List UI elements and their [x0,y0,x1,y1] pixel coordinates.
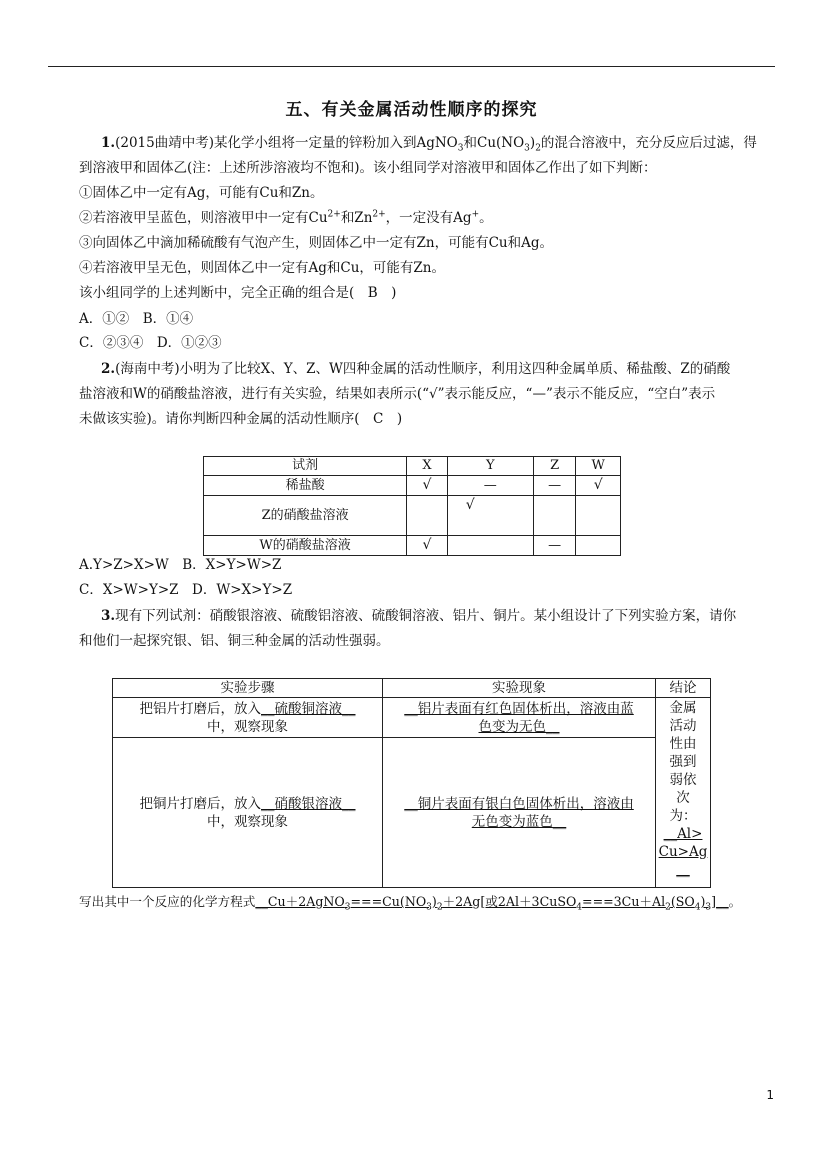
table-cell [576,536,621,556]
table-row [113,698,711,738]
q2-options-ab: A.Y>Z>X>W B．X>Y>W>Z [79,557,282,573]
table-header: X [407,457,448,476]
table-cell: — [447,476,533,496]
q1-statement-4: ④若溶液甲呈无色，则固体乙中一定有Ag和Cu，可能有Zn。 [79,260,445,276]
q2-options-cd: C．X>W>Y>Z D．W>X>Y>Z [79,582,293,598]
answer-blank: 无色变为蓝色__ [471,813,567,830]
q2-line3: 未做该实验)。请你判断四种金属的活动性顺序( C ) [79,411,403,427]
q1-statement-1: ①固体乙中一定有Ag，可能有Cu和Zn。 [79,185,324,201]
table-header: W [576,457,621,476]
table-cell [383,738,656,888]
table-header-row [113,679,711,698]
table-cell [407,496,448,536]
table-cell: — [533,536,576,556]
table-cell: 把铝片打磨后，放入__硫酸铜溶液__ 中，观察现象 [113,698,383,738]
table-cell: √ [407,476,448,496]
table-row [204,536,621,556]
page-title: 五、有关金属活动性顺序的探究 [285,100,538,120]
answer-blank: __ [676,862,690,878]
table-cell: √ [576,476,621,496]
table-cell: — [533,476,576,496]
table-cell: √ [407,536,448,556]
table-header: 试剂 [204,457,407,476]
table-header: 结论 [656,679,711,698]
answer-blank: __铝片表面有红色固体析出，溶液由蓝 [404,700,634,717]
q3-line1: 3.现有下列试剂：硝酸银溶液、硫酸铝溶液、硫酸铜溶液、铝片、铜片。某小组设计了下列实验方案，请你 [79,607,772,625]
q1-statement-3: ③向固体乙中滴加稀硫酸有气泡产生，则固体乙中一定有Zn，可能有Cu和Ag。 [79,235,553,251]
table-cell: 稀盐酸 [204,476,407,496]
answer-blank: __硝酸银溶液__ [261,795,356,812]
table-cell: 把铜片打磨后，放入__硝酸银溶液__ 中，观察现象 [113,738,383,888]
table-cell: Z的硝酸盐溶液 [204,496,407,536]
q1-options-ab: A．①② B．①④ [79,311,194,327]
answer-blank: __Al> [663,826,703,842]
q1-statement-2: ②若溶液甲呈蓝色，则溶液甲中一定有$Cu^{2+}$和$Zn^{2+}$，一定没有Ag+。 [79,209,493,226]
table-cell [576,496,621,536]
table-cell [383,698,656,738]
q3-equation-line: 写出其中一个反应的化学方程式$\_\_Cu+2AgNO_3===Cu(NO_3)_2+2Ag$[或$2Al+3CuSO_4===3Cu+Al_2(SO_4)_3]\_\_$。 [79,894,742,913]
q2-line2: 盐溶液和W的硝酸盐溶液，进行有关实验，结果如表所示(“√”表示能反应，“—”表示不能反应，“空白”表示 [79,386,716,402]
q1-question: 该小组同学的上述判断中，完全正确的组合是( B ) [79,285,397,301]
q1-number: 1. [101,135,116,151]
q2-results-table [203,456,621,556]
table-row [113,738,711,888]
table-header: 实验步骤 [113,679,383,698]
page-number: 1 [766,1088,774,1102]
table-cell: √ [447,496,533,536]
table-header-row [204,457,621,476]
q1-stem-line1: 1.(2015曲靖中考)某化学小组将一定量的锌粉加入到AgNO$_3$和$Cu(NO_3)_2$的混合溶液中，充分反应后过滤，得 [79,134,772,152]
table-header: 实验现象 [383,679,656,698]
q3-experiment-table [112,678,711,888]
table-row [204,496,621,536]
answer-blank: Cu>Ag [658,844,708,860]
table-cell: W的硝酸盐溶液 [204,536,407,556]
header-rule [48,66,775,67]
table-header: Y [447,457,533,476]
table-header: Z [533,457,576,476]
q3-number: 3. [101,608,116,624]
answer-blank: __硫酸铜溶液__ [261,700,356,717]
q3-line2: 和他们一起探究银、铝、铜三种金属的活动性强弱。 [79,633,390,649]
answer-blank: __铜片表面有银白色固体析出，溶液由 [404,795,634,812]
q2-line1: 2.(海南中考)小明为了比较X、Y、Z、W四种金属的活动性顺序，利用这四种金属单质、稀盐酸、Z的硝酸 [79,360,772,378]
table-cell [447,536,533,556]
q1-options-cd: C．②③④ D．①②③ [79,335,222,351]
q1-stem-line2: 到溶液甲和固体乙(注：上述所涉溶液均不饱和)。该小组同学对溶液甲和固体乙作出了如下判断： [79,160,657,176]
answer-blank: 色变为无色__ [478,718,560,735]
table-row [204,476,621,496]
q2-number: 2. [101,361,116,377]
table-cell [533,496,576,536]
answer-blank: $\_\_Cu+2AgNO_3===Cu(NO_3)_2+2Ag$[或$2Al+3CuSO_4===3Cu+Al_2(SO_4)_3]\_\_$ [255,894,729,913]
conclusion-cell: 金属 活动 性由 强到 弱依 次 为： __Al> Cu>Ag __ [656,698,711,888]
